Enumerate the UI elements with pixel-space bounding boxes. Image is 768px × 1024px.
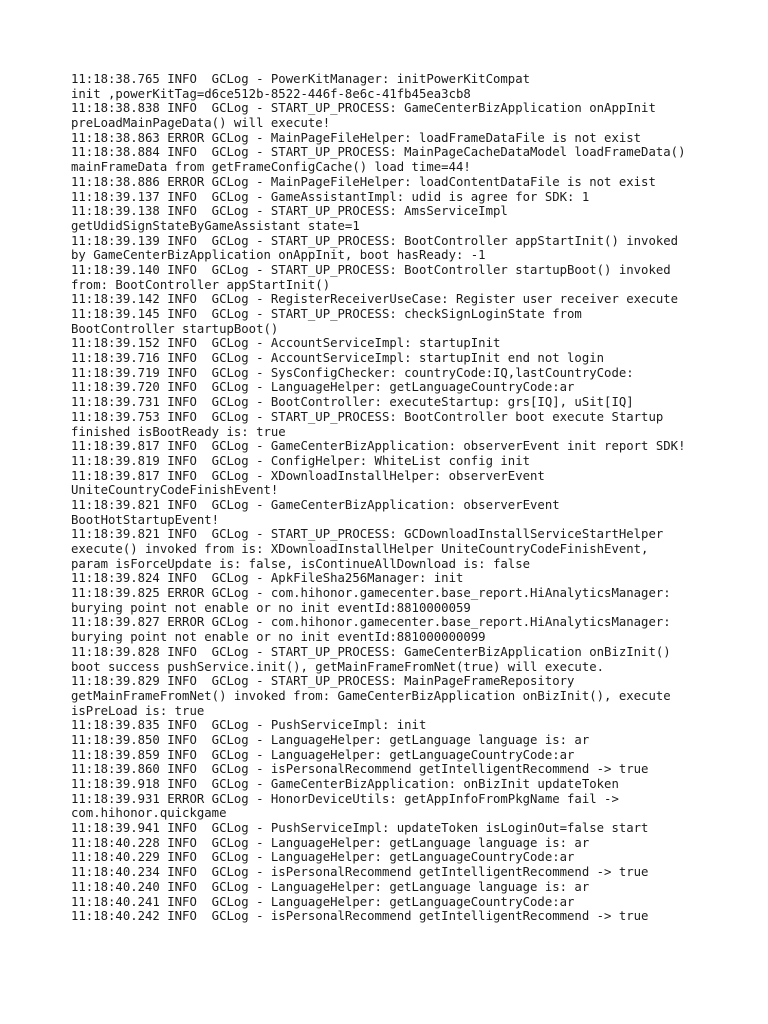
- log-line: 11:18:39.941 INFO GCLog - PushServiceImpl: updateToken isLoginOut=false start: [71, 821, 649, 836]
- log-line: 11:18:39.145 INFO GCLog - START_UP_PROCESS: checkSignLoginState from: [71, 307, 582, 321]
- log-line: 11:18:39.139 INFO GCLog - START_UP_PROCESS: BootController appStartInit() invoked: [71, 233, 679, 248]
- log-line: preLoadMainPageData() will execute!: [71, 116, 331, 131]
- log-line: 11:18:38.863 ERROR GCLog - MainPageFileHelper: loadFrameDataFile is not exist: [71, 130, 642, 145]
- log-line: 11:18:40.228 INFO GCLog - LanguageHelper: getLanguage language is: ar: [71, 835, 590, 850]
- log-line: 11:18:39.850 INFO GCLog - LanguageHelper: getLanguage language is: ar: [71, 732, 590, 747]
- log-line: 11:18:38.884 INFO GCLog - START_UP_PROCESS: MainPageCacheDataModel loadFrameData(): [71, 145, 686, 160]
- log-line: 11:18:39.138 INFO GCLog - START_UP_PROCESS: AmsServiceImpl: [71, 204, 508, 219]
- log-line: 11:18:38.886 ERROR GCLog - MainPageFileHelper: loadContentDataFile is not exist: [71, 174, 656, 189]
- log-line: 11:18:40.234 INFO GCLog - isPersonalRecommend getIntelligentRecommend -> true: [71, 865, 649, 880]
- log-line: 11:18:39.860 INFO GCLog - isPersonalRecommend getIntelligentRecommend -> true: [71, 762, 649, 777]
- log-line: from: BootController appStartInit(): [71, 277, 331, 292]
- log-line: finished isBootReady is: true: [71, 424, 286, 439]
- log-line: UniteCountryCodeFinishEvent!: [71, 483, 279, 498]
- log-line: 11:18:39.142 INFO GCLog - RegisterReceiverUseCase: Register user receiver execute: [71, 292, 679, 307]
- log-line: burying point not enable or no init eventId:8810000059: [71, 600, 471, 615]
- log-line: 11:18:39.821 INFO GCLog - START_UP_PROCESS: GCDownloadInstallServiceStartHelper: [71, 527, 664, 542]
- log-line: 11:18:39.137 INFO GCLog - GameAssistantImpl: udid is agree for SDK: 1: [71, 189, 590, 204]
- log-line: BootController startupBoot(): [71, 321, 279, 336]
- log-line: boot success pushService.init(), getMainFrameFromNet(true) will execute.: [71, 659, 605, 674]
- log-line: 11:18:39.828 INFO GCLog - START_UP_PROCESS: GameCenterBizApplication onBizInit(): [71, 644, 671, 659]
- log-line: 11:18:39.918 INFO GCLog - GameCenterBizApplication: onBizInit updateToken: [71, 777, 619, 791]
- log-line: 11:18:39.819 INFO GCLog - ConfigHelper: WhiteList config init: [71, 453, 531, 468]
- log-line: execute() invoked from is: XDownloadInstallHelper UniteCountryCodeFinishEvent,: [71, 542, 649, 556]
- log-line: getMainFrameFromNet() invoked from: GameCenterBizApplication onBizInit(), execute: [71, 688, 671, 703]
- log-line: 11:18:39.720 INFO GCLog - LanguageHelper: getLanguageCountryCode:ar: [71, 380, 575, 395]
- log-line: 11:18:40.240 INFO GCLog - LanguageHelper: getLanguage language is: ar: [71, 879, 590, 894]
- log-line: 11:18:39.817 INFO GCLog - XDownloadInstallHelper: observerEvent: [71, 468, 545, 483]
- log-line: 11:18:38.838 INFO GCLog - START_UP_PROCESS: GameCenterBizApplication onAppInit: [71, 101, 656, 116]
- log-line: init ,powerKitTag=d6ce512b-8522-446f-8e6c-41fb45ea3cb8: [71, 86, 471, 101]
- log-line: by GameCenterBizApplication onAppInit, boot hasReady: -1: [71, 248, 486, 263]
- log-line: BootHotStartupEvent!: [71, 512, 220, 527]
- log-line: 11:18:39.140 INFO GCLog - START_UP_PROCESS: BootController startupBoot() invoked: [71, 262, 671, 277]
- log-line: burying point not enable or no init eventId:881000000099: [71, 630, 486, 645]
- log-line: 11:18:39.824 INFO GCLog - ApkFileSha256Manager: init: [71, 571, 464, 586]
- log-line: 11:18:38.765 INFO GCLog - PowerKitManager: initPowerKitCompat: [71, 72, 531, 86]
- log-line: 11:18:39.817 INFO GCLog - GameCenterBizApplication: observerEvent init report SDK!: [71, 439, 686, 454]
- log-line: 11:18:39.825 ERROR GCLog - com.hihonor.gamecenter.base_report.HiAnalyticsManager:: [71, 586, 671, 601]
- log-line: getUdidSignStateByGameAssistant state=1: [71, 218, 360, 233]
- log-line: 11:18:39.827 ERROR GCLog - com.hihonor.gamecenter.base_report.HiAnalyticsManager:: [71, 615, 671, 630]
- log-line: param isForceUpdate is: false, isContinueAllDownload is: false: [71, 556, 531, 571]
- log-line: 11:18:39.719 INFO GCLog - SysConfigChecker: countryCode:IQ,lastCountryCode:: [71, 365, 634, 380]
- log-line: 11:18:39.829 INFO GCLog - START_UP_PROCESS: MainPageFrameRepository: [71, 674, 575, 689]
- log-line: com.hihonor.quickgame: [71, 806, 227, 821]
- log-line: isPreLoad is: true: [71, 703, 205, 718]
- log-line: 11:18:39.821 INFO GCLog - GameCenterBizApplication: observerEvent: [71, 497, 560, 512]
- log-line: 11:18:39.859 INFO GCLog - LanguageHelper: getLanguageCountryCode:ar: [71, 747, 575, 762]
- log-line: 11:18:39.835 INFO GCLog - PushServiceImpl: init: [71, 718, 427, 733]
- log-document: [71, 72, 731, 924]
- log-line: 11:18:39.152 INFO GCLog - AccountServiceImpl: startupInit: [71, 336, 501, 351]
- log-line: 11:18:39.753 INFO GCLog - START_UP_PROCESS: BootController boot execute Startup: [71, 409, 664, 424]
- log-line: mainFrameData from getFrameConfigCache() load time=44!: [71, 160, 471, 175]
- log-line: 11:18:40.241 INFO GCLog - LanguageHelper: getLanguageCountryCode:ar: [71, 894, 575, 909]
- log-line: 11:18:40.242 INFO GCLog - isPersonalRecommend getIntelligentRecommend -> true: [71, 909, 649, 924]
- log-line: 11:18:39.731 INFO GCLog - BootController: executeStartup: grs[IQ], uSit[IQ]: [71, 395, 634, 410]
- log-line: 11:18:40.229 INFO GCLog - LanguageHelper: getLanguageCountryCode:ar: [71, 850, 575, 865]
- log-line: 11:18:39.931 ERROR GCLog - HonorDeviceUtils: getAppInfoFromPkgName fail ->: [71, 791, 619, 806]
- log-line: 11:18:39.716 INFO GCLog - AccountServiceImpl: startupInit end not login: [71, 351, 605, 366]
